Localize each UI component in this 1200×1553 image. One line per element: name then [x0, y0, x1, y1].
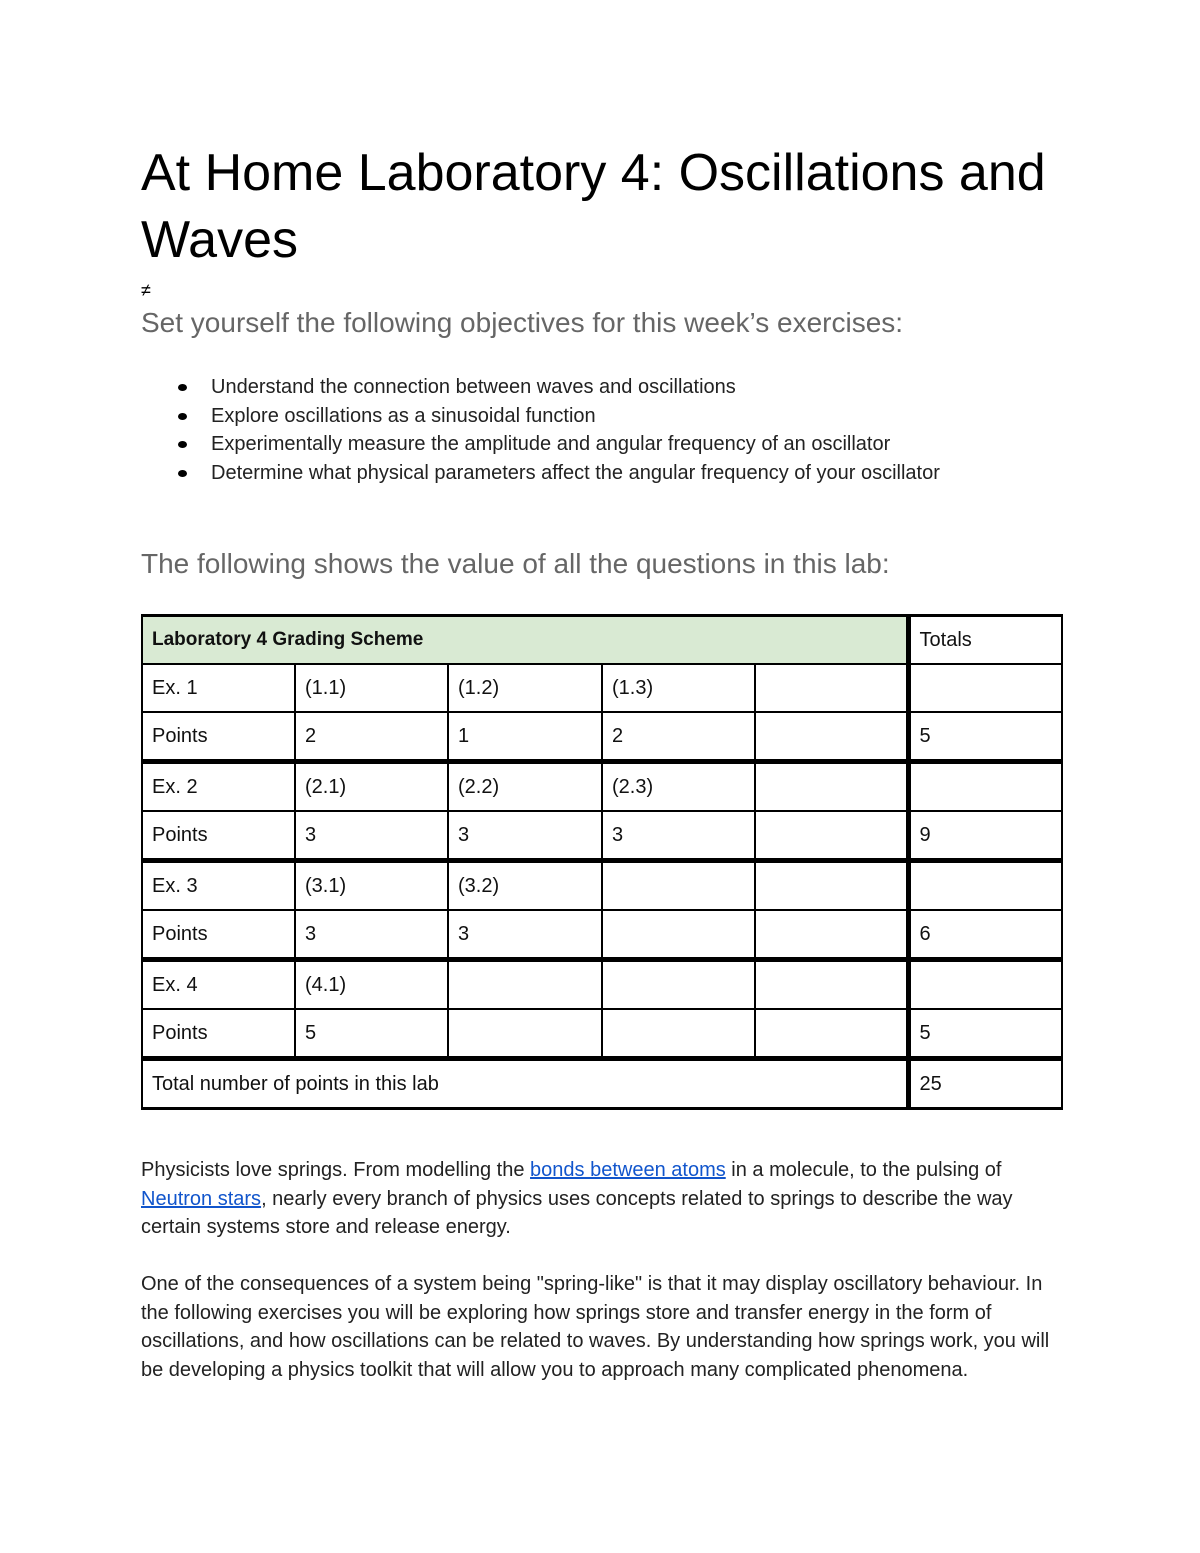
table-cell — [908, 861, 1062, 911]
table-cell — [602, 861, 755, 911]
list-item — [141, 373, 940, 402]
table-cell — [755, 960, 908, 1010]
table-cell: 3 — [602, 811, 755, 861]
table-cell: (2.2) — [448, 762, 602, 812]
table-cell: 6 — [908, 910, 1062, 960]
table-cell — [908, 664, 1062, 712]
table-cell — [755, 811, 908, 861]
table-row — [142, 1009, 1062, 1059]
objectives-heading: Set yourself the following objectives for this week’s exercises: — [141, 307, 904, 338]
table-cell — [448, 1009, 602, 1059]
table-cell — [755, 664, 908, 712]
table-cell: 5 — [908, 1009, 1062, 1059]
table-cell — [755, 1009, 908, 1059]
objective-text: Determine what physical parameters affect the angular frequency of your oscillator — [211, 461, 940, 484]
table-cell: 2 — [295, 712, 448, 762]
bullet-icon — [178, 441, 187, 448]
objective-text: Understand the connection between waves and oscillations — [211, 376, 736, 398]
table-row — [142, 960, 1062, 1010]
table-cell: Points — [142, 811, 295, 861]
table-cell: Ex. 4 — [142, 960, 295, 1010]
objectives-list — [141, 373, 940, 487]
table-row — [142, 712, 1062, 762]
table-cell: (3.1) — [295, 861, 448, 911]
table-cell: 3 — [448, 910, 602, 960]
table-total-row — [142, 1059, 1062, 1109]
table-cell: 1 — [448, 712, 602, 762]
table-cell — [908, 762, 1062, 812]
table-cell — [908, 960, 1062, 1010]
total-points-label: Total number of points in this lab — [142, 1059, 908, 1109]
table-cell: 5 — [908, 712, 1062, 762]
bullet-icon — [178, 470, 187, 477]
table-cell: 9 — [908, 811, 1062, 861]
grading-table — [141, 614, 1063, 1110]
paragraph-text: Physicists love springs. From modelling the — [141, 1159, 531, 1181]
total-points-value: 25 — [908, 1059, 1062, 1109]
bonds-between-atoms-link[interactable]: bonds between atoms — [530, 1159, 726, 1181]
bullet-icon — [178, 384, 187, 391]
table-row — [142, 910, 1062, 960]
table-cell: (1.3) — [602, 664, 755, 712]
table-cell — [755, 861, 908, 911]
list-item — [141, 430, 940, 459]
intro-paragraph — [141, 1156, 1066, 1242]
table-heading: The following shows the value of all the questions in this lab: — [141, 548, 890, 579]
table-cell: Ex. 1 — [142, 664, 295, 712]
neutron-stars-link[interactable]: Neutron stars — [141, 1187, 262, 1210]
table-cell — [755, 712, 908, 762]
table-cell: 3 — [448, 811, 602, 861]
paragraph-text: in a molecule, to the pulsing of — [725, 1159, 1002, 1181]
table-cell: Ex. 2 — [142, 762, 295, 812]
paragraph-text: , nearly every branch of physics uses concepts related to springs to describe the way certain systems store and release energy. — [141, 1187, 1013, 1238]
table-header-row — [142, 616, 1062, 665]
table-cell: (1.1) — [295, 664, 448, 712]
table-cell: (3.2) — [448, 861, 602, 911]
table-cell — [755, 910, 908, 960]
table-cell: (4.1) — [295, 960, 448, 1010]
bullet-icon — [178, 413, 187, 420]
table-cell: 3 — [295, 910, 448, 960]
document-title: At Home Laboratory 4: Oscillations and Waves — [141, 144, 1046, 269]
table-row — [142, 811, 1062, 861]
table-cell: (2.1) — [295, 762, 448, 812]
objective-text: Explore oscillations as a sinusoidal function — [211, 404, 596, 427]
table-cell — [602, 1009, 755, 1059]
table-cell — [755, 762, 908, 812]
body-paragraph: One of the consequences of a system being "spring-like" is that it may display oscillatory behaviour. In the following exercises you will be exploring how springs store and transfer energy in the form of oscillations, and how oscillations can be related to waves. By understanding how springs work, you will be developing a physics toolkit that will allow you to approach many complicated phenomena. — [141, 1273, 1050, 1381]
table-cell: 2 — [602, 712, 755, 762]
list-item — [141, 402, 940, 431]
table-cell: Ex. 3 — [142, 861, 295, 911]
table-cell: Points — [142, 910, 295, 960]
grading-scheme-header: Laboratory 4 Grading Scheme — [142, 616, 908, 665]
table-cell: 5 — [295, 1009, 448, 1059]
totals-header: Totals — [908, 616, 1062, 665]
table-cell: (2.3) — [602, 762, 755, 812]
table-cell: 3 — [295, 811, 448, 861]
table-row — [142, 664, 1062, 712]
list-item — [141, 459, 940, 488]
table-row — [142, 762, 1062, 812]
table-cell: (1.2) — [448, 664, 602, 712]
table-cell — [602, 960, 755, 1010]
table-cell: Points — [142, 1009, 295, 1059]
table-cell — [448, 960, 602, 1010]
table-cell: Points — [142, 712, 295, 762]
table-cell — [602, 910, 755, 960]
objective-text: Experimentally measure the amplitude and angular frequency of an oscillator — [211, 433, 891, 455]
table-row — [142, 861, 1062, 911]
stray-symbol: ≠ — [141, 280, 151, 300]
